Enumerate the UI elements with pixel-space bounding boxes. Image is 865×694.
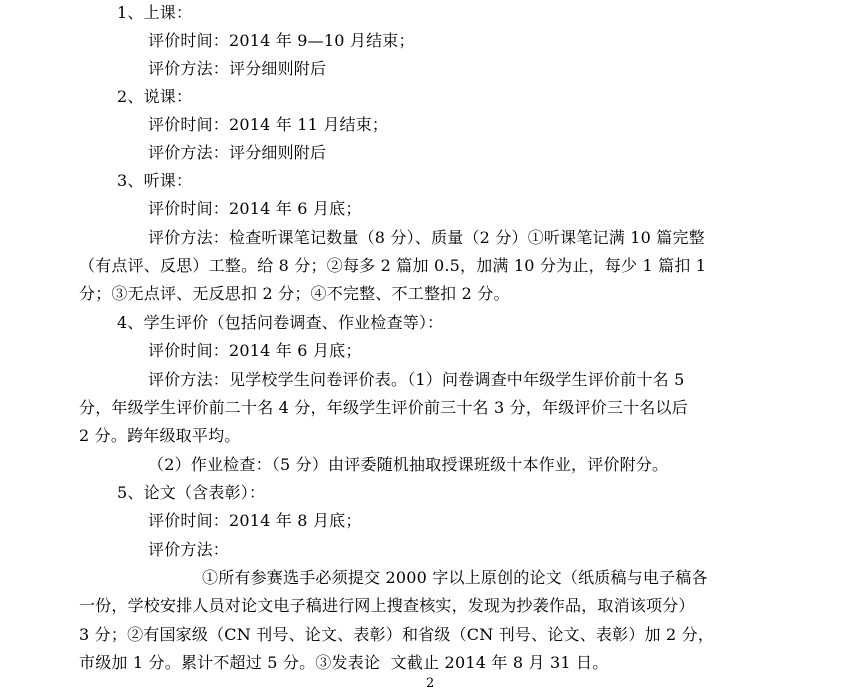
section-heading-explain: 2、说课：	[117, 87, 193, 106]
homework-check: （2）作业检查：（5 分）由评委随机抽取授课班级十本作业，评价附分。	[148, 455, 669, 474]
thesis-eval-detail-cont-1: 一份，学校安排人员对论文电子稿进行网上搜查核实，发现为抄袭作品，取消该项分）	[79, 596, 695, 615]
student-eval-method-cont-2: 2 分。跨年级取平均。	[79, 426, 241, 445]
thesis-eval-detail-cont-3: 市级加 1 分。累计不超过 5 分。③发表论 文截止 2014 年 8 月 31 日。	[79, 653, 609, 672]
student-eval-method-cont-1: 分，年级学生评价前二十名 4 分，年级学生评价前三十名 3 分，年级评价三十名以后	[79, 398, 688, 417]
thesis-eval-method: 评价方法：	[148, 540, 230, 559]
thesis-eval-time: 评价时间：2014 年 8 月底；	[148, 511, 362, 530]
thesis-eval-detail: ①所有参赛选手必须提交 2000 字以上原创的论文（纸质稿与电子稿各	[202, 568, 708, 587]
page-number: 2	[426, 676, 435, 691]
section-heading-student-eval: 4、学生评价（包括问卷调查、作业检查等）：	[117, 313, 444, 332]
section-heading-observe: 3、听课：	[117, 171, 193, 190]
observe-eval-method: 评价方法：检查听课笔记数量（8 分）、质量（2 分）①听课笔记满 10 篇完整	[148, 228, 705, 247]
observe-eval-time: 评价时间：2014 年 6 月底；	[148, 199, 362, 218]
explain-eval-method: 评价方法：评分细则附后	[148, 143, 327, 162]
observe-eval-method-cont-1: （有点评、反思）工整。给 8 分；②每多 2 篇加 0.5，加满 10 分为止，每少 1 篇扣 1	[79, 256, 707, 275]
lecture-eval-time: 评价时间：2014 年 9—10 月结束；	[148, 31, 415, 50]
section-heading-lecture: 1、上课：	[117, 3, 193, 22]
lecture-eval-method: 评价方法：评分细则附后	[148, 59, 327, 78]
student-eval-time: 评价时间：2014 年 6 月底；	[148, 341, 362, 360]
observe-eval-method-cont-2: 分；③无点评、无反思扣 2 分；④不完整、不工整扣 2 分。	[79, 284, 510, 303]
section-heading-thesis: 5、论文（含表彰）：	[117, 483, 266, 502]
student-eval-method: 评价方法：见学校学生问卷评价表。（1）问卷调查中年级学生评价前十名 5	[148, 370, 685, 389]
explain-eval-time: 评价时间：2014 年 11 月结束；	[148, 115, 389, 134]
thesis-eval-detail-cont-2: 3 分；②有国家级（CN 刊号、论文、表彰）和省级（CN 刊号、论文、表彰）加 2 分，	[79, 625, 715, 644]
